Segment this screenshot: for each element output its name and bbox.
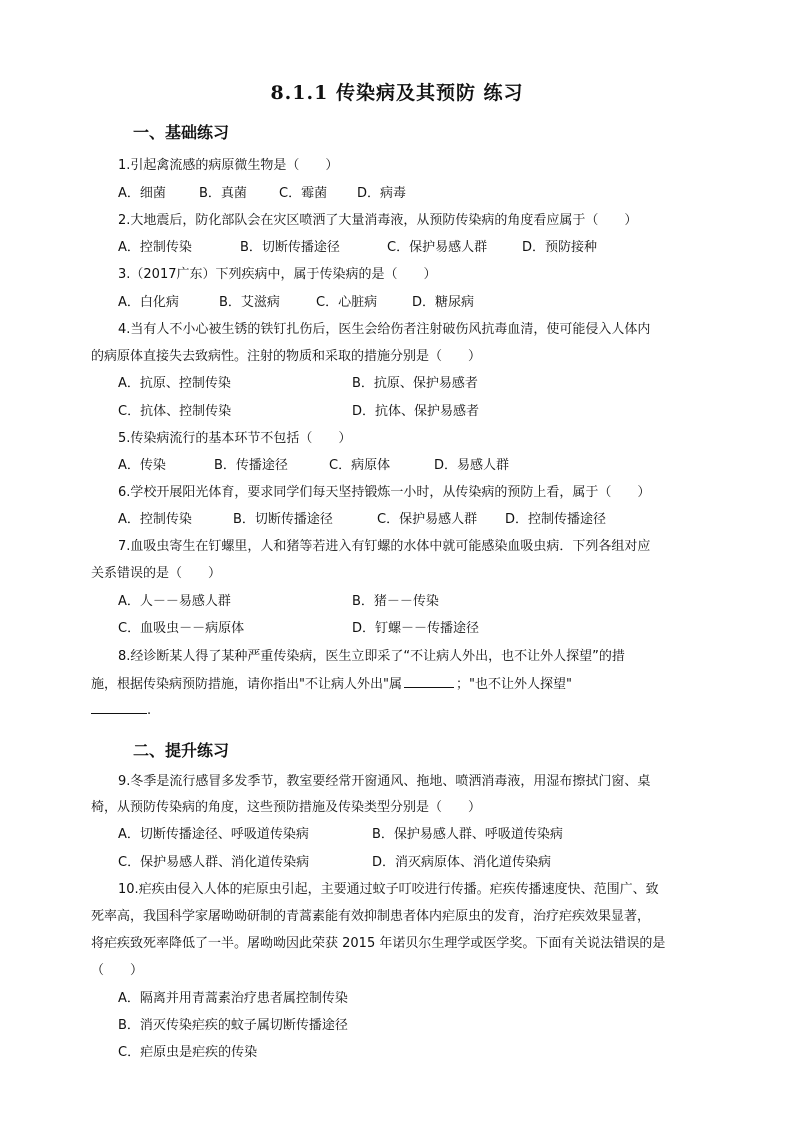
q7-option-d: D．钉螺－－传播途径 <box>352 621 480 636</box>
q7-option-c: C．血吸虫－－病原体 <box>118 621 245 636</box>
question-10-stem-line-1: 10.疟疾由侵入人体的疟原虫引起，主要通过蚊子叮咬进行传播。疟疾传播速度快、范围广、致 <box>118 882 659 897</box>
question-7-stem-line-1: 7.血吸虫寄生在钉螺里，人和猪等若进入有钉螺的水体中就可能感染血吸虫病．下列各组对应 <box>118 539 651 554</box>
q9-option-b: B．保护易感人群、呼吸道传染病 <box>372 827 563 842</box>
q4-option-d: D．抗体、保护易感者 <box>352 404 480 419</box>
q10-option-b: B．消灭传染疟疾的蚊子属切断传播途径 <box>118 1018 348 1033</box>
q10-option-c: C．疟原虫是疟疾的传染 <box>118 1045 258 1060</box>
q6-option-c: C．保护易感人群 <box>377 512 478 527</box>
q5-option-b: B．传播途径 <box>214 458 288 473</box>
question-1-stem: 1.引起禽流感的病原微生物是（ ） <box>118 158 339 173</box>
q5-option-d: D．易感人群 <box>434 458 510 473</box>
q9-option-a: A．切断传播途径、呼吸道传染病 <box>118 827 309 842</box>
question-6-stem: 6.学校开展阳光体育，要求同学们每天坚持锻炼一小时，从传染病的预防上看，属于（ ） <box>118 485 651 500</box>
q4-option-a: A．抗原、控制传染 <box>118 376 231 391</box>
question-8-stem-line-2 <box>91 673 572 692</box>
q10-option-a: A．隔离并用青蒿素治疗患者属控制传染 <box>118 991 348 1006</box>
question-8-text-b: ；"也不让外人探望" <box>455 677 572 692</box>
question-4-stem-line-1: 4.当有人不小心被生锈的铁钉扎伤后，医生会给伤者注射破伤风抗毒血清，使可能侵入人体内 <box>118 322 651 337</box>
q2-option-b: B．切断传播途径 <box>240 240 340 255</box>
q6-option-a: A．控制传染 <box>118 512 192 527</box>
q4-option-b: B．抗原、保护易感者 <box>352 376 478 391</box>
question-2-stem: 2.大地震后，防化部队会在灾区喷洒了大量消毒液，从预防传染病的角度看应属于（ ） <box>118 213 638 228</box>
answer-blank-2[interactable] <box>91 701 147 714</box>
question-7-stem-line-2: 关系错误的是（ ） <box>91 566 222 581</box>
q2-option-d: D．预防接种 <box>522 240 598 255</box>
question-4-stem-line-2: 的病原体直接失去致病性。注射的物质和采取的措施分别是（ ） <box>91 349 482 364</box>
question-10-stem-line-3: 将疟疾致死率降低了一半。屠呦呦因此荣获 2015 年诺贝尔生理学或医学奖。下面有关说法错误的是 <box>91 936 666 951</box>
question-9-stem-line-2: 椅，从预防传染病的角度，这些预防措施及传染类型分别是（ ） <box>91 800 482 815</box>
q6-option-b: B．切断传播途径 <box>233 512 333 527</box>
q2-option-c: C．保护易感人群 <box>387 240 488 255</box>
question-5-stem: 5.传染病流行的基本环节不包括（ ） <box>118 431 352 446</box>
q5-option-a: A．传染 <box>118 458 166 473</box>
q3-option-c: C．心脏病 <box>316 295 378 310</box>
section-heading-advanced: 二、提升练习 <box>133 741 230 760</box>
question-8-period: . <box>147 703 152 718</box>
question-10-stem-line-2: 死率高，我国科学家屠呦呦研制的青蒿素能有效抑制患者体内疟原虫的发育，治疗疟疾效果显著， <box>91 909 651 924</box>
q9-option-c: C．保护易感人群、消化道传染病 <box>118 855 310 870</box>
q4-option-c: C．抗体、控制传染 <box>118 404 232 419</box>
q1-option-a: A．细菌 <box>118 186 166 201</box>
question-8-stem-line-1: 8.经诊断某人得了某种严重传染病，医生立即采了“不让病人外出，也不让外人探望”的措 <box>118 649 625 664</box>
q1-option-d: D．病毒 <box>357 186 407 201</box>
section-heading-basic: 一、基础练习 <box>133 123 230 142</box>
q3-option-b: B．艾滋病 <box>219 295 280 310</box>
q3-option-d: D．糖尿病 <box>412 295 475 310</box>
question-3-stem: 3.（2017广东）下列疾病中，属于传染病的是（ ） <box>118 267 437 282</box>
question-8-stem-line-3 <box>91 701 151 718</box>
page-title: 8.1.1 传染病及其预防 练习 <box>270 82 524 104</box>
q2-option-a: A．控制传染 <box>118 240 192 255</box>
question-8-text-a: 施，根据传染病预防措施，请你指出"不让病人外出"属 <box>91 677 402 692</box>
question-9-stem-line-1: 9.冬季是流行感冒多发季节，教室要经常开窗通风、拖地、喷洒消毒液，用湿布擦拭门窗、桌 <box>118 774 651 789</box>
q3-option-a: A．白化病 <box>118 295 179 310</box>
q5-option-c: C．病原体 <box>329 458 391 473</box>
q9-option-d: D．消灭病原体、消化道传染病 <box>372 855 552 870</box>
q1-option-b: B．真菌 <box>199 186 247 201</box>
answer-blank-1[interactable] <box>404 675 454 688</box>
q7-option-a: A．人－－易感人群 <box>118 594 231 609</box>
q7-option-b: B．猪－－传染 <box>352 594 439 609</box>
question-10-stem-line-4: （ ） <box>91 963 144 978</box>
q1-option-c: C．霉菌 <box>279 186 328 201</box>
q6-option-d: D．控制传播途径 <box>505 512 607 527</box>
